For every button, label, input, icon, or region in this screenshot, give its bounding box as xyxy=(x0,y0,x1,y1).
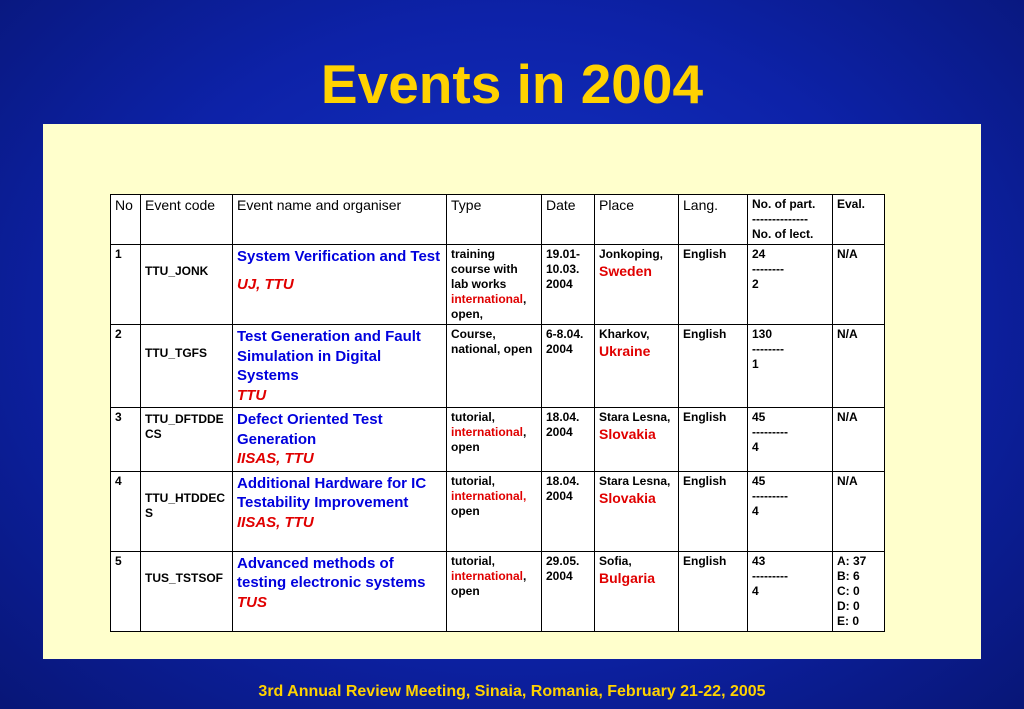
type-text: tutorial, xyxy=(451,553,495,568)
cell-eval xyxy=(833,551,885,631)
event-name: Test Generation and Fault Simulation in Digital Systems xyxy=(237,328,421,384)
cell-participants xyxy=(748,471,833,551)
event-code: TTU_TGFS xyxy=(145,346,207,360)
place-city: Kharkov, xyxy=(599,327,650,341)
type-text: training course with lab works xyxy=(451,247,518,291)
event-code: TTU_DFTDDECS xyxy=(145,412,224,441)
cell-participants xyxy=(748,245,833,325)
table-row xyxy=(111,471,885,551)
eval-grade-e: E: 0 xyxy=(837,613,860,628)
header-event-name: Event name and organiser xyxy=(233,195,447,245)
place-city: Jonkoping, xyxy=(599,247,663,261)
cell-lang: English xyxy=(679,471,748,551)
type-text: tutorial, xyxy=(451,410,495,424)
cell-name xyxy=(233,551,447,631)
cell-date: 19.01-10.03. 2004 xyxy=(542,245,595,325)
cell-eval: N/A xyxy=(833,325,885,408)
cell-no: 5 xyxy=(111,551,141,631)
cell-no: 1 xyxy=(111,245,141,325)
cell-no: 3 xyxy=(111,408,141,472)
type-suffix: , open, xyxy=(451,292,527,321)
event-code: TTU_JONK xyxy=(145,264,209,278)
cell-date: 29.05. 2004 xyxy=(542,551,595,631)
table-row xyxy=(111,408,885,472)
place-country: Ukraine xyxy=(599,343,651,359)
cell-place xyxy=(595,551,679,631)
event-name: Advanced methods of testing electronic systems xyxy=(237,554,426,591)
cell-lang: English xyxy=(679,408,748,472)
slide-footer: 3rd Annual Review Meeting, Sinaia, Romania, February 21-22, 2005 xyxy=(258,683,766,700)
place-country: Bulgaria xyxy=(599,569,656,586)
participants-separator: --------- xyxy=(752,425,788,439)
event-code: TUS_TSTSOF xyxy=(145,570,224,585)
place-city: Stara Lesna, xyxy=(599,473,671,488)
slide-title: Events in 2004 xyxy=(320,53,704,115)
event-organiser: TTU xyxy=(237,386,267,404)
cell-name xyxy=(233,408,447,472)
header-lang: Lang. xyxy=(679,195,748,245)
event-name: Additional Hardware for IC Testability Improvement xyxy=(237,474,427,511)
participants-count: 45 xyxy=(752,473,766,488)
cell-eval: N/A xyxy=(833,471,885,551)
type-international: international xyxy=(451,425,524,439)
cell-type xyxy=(447,408,542,472)
participants-count: 24 xyxy=(752,247,766,261)
type-international: international, xyxy=(451,488,527,503)
cell-date: 18.04. 2004 xyxy=(542,408,595,472)
cell-name xyxy=(233,245,447,325)
eval-grade-d: D: 0 xyxy=(837,598,860,613)
table-header-row xyxy=(111,195,885,245)
type-suffix: open xyxy=(451,503,480,518)
cell-no: 2 xyxy=(111,325,141,408)
place-city: Stara Lesna, xyxy=(599,410,671,424)
cell-lang: English xyxy=(679,325,748,408)
participants-count: 45 xyxy=(752,410,766,424)
header-date: Date xyxy=(542,195,595,245)
participants-separator: -------- xyxy=(752,342,784,356)
type-suffix: , open xyxy=(451,568,527,598)
cell-participants xyxy=(748,551,833,631)
place-country: Sweden xyxy=(599,263,652,279)
lecturers-count: 2 xyxy=(752,277,759,291)
cell-lang: English xyxy=(679,245,748,325)
cell-code xyxy=(141,325,233,408)
table-row xyxy=(111,551,885,631)
content-panel xyxy=(43,124,981,659)
lecturers-count: 1 xyxy=(752,357,759,371)
table-row xyxy=(111,245,885,325)
eval-grade-b: B: 6 xyxy=(837,568,860,583)
cell-code xyxy=(141,245,233,325)
cell-place xyxy=(595,471,679,551)
lecturers-count: 4 xyxy=(752,503,759,518)
cell-place xyxy=(595,408,679,472)
header-event-code: Event code xyxy=(141,195,233,245)
lecturers-count: 4 xyxy=(752,440,759,454)
type-international: international xyxy=(451,292,524,306)
cell-type xyxy=(447,325,542,408)
cell-code xyxy=(141,471,233,551)
table-row xyxy=(111,325,885,408)
cell-place xyxy=(595,245,679,325)
cell-lang: English xyxy=(679,551,748,631)
cell-code xyxy=(141,551,233,631)
participants-separator: --------- xyxy=(752,488,788,503)
participants-separator: -------- xyxy=(752,262,784,276)
cell-date: 6-8.04. 2004 xyxy=(542,325,595,408)
type-text: tutorial, xyxy=(451,473,495,488)
participants-separator: --------- xyxy=(752,568,788,583)
header-no: No xyxy=(111,195,141,245)
header-participants-line1: No. of part. xyxy=(752,197,816,211)
event-organiser: IISAS, TTU xyxy=(237,450,314,467)
events-table xyxy=(110,194,885,632)
cell-type xyxy=(447,471,542,551)
participants-count: 43 xyxy=(752,553,766,568)
event-name: Defect Oriented Test Generation xyxy=(237,411,383,448)
event-organiser: UJ, TTU xyxy=(237,275,294,293)
cell-code xyxy=(141,408,233,472)
cell-type xyxy=(447,551,542,631)
type-text: Course, national, open xyxy=(451,327,533,356)
cell-name xyxy=(233,471,447,551)
cell-name xyxy=(233,325,447,408)
event-organiser: TUS xyxy=(237,593,267,611)
place-country: Slovakia xyxy=(599,489,656,506)
cell-participants xyxy=(748,408,833,472)
header-eval: Eval. xyxy=(833,195,885,245)
cell-date: 18.04. 2004 xyxy=(542,471,595,551)
place-country: Slovakia xyxy=(599,426,656,442)
header-place: Place xyxy=(595,195,679,245)
cell-type xyxy=(447,245,542,325)
cell-eval: N/A xyxy=(833,408,885,472)
header-participants xyxy=(748,195,833,245)
lecturers-count: 4 xyxy=(752,583,759,598)
event-code: TTU_HTDDECS xyxy=(145,490,225,520)
cell-no: 4 xyxy=(111,471,141,551)
cell-participants xyxy=(748,325,833,408)
cell-eval: N/A xyxy=(833,245,885,325)
event-name: System Verification and Test xyxy=(237,248,441,265)
eval-grade-a: A: 37 xyxy=(837,553,867,568)
header-type: Type xyxy=(447,195,542,245)
header-participants-separator: -------------- xyxy=(752,212,808,226)
type-international: international xyxy=(451,568,524,583)
event-organiser: IISAS, TTU xyxy=(237,513,314,531)
eval-grade-c: C: 0 xyxy=(837,583,860,598)
cell-place xyxy=(595,325,679,408)
type-suffix: , open xyxy=(451,425,527,454)
participants-count: 130 xyxy=(752,327,773,341)
header-lecturers: No. of lect. xyxy=(752,227,814,241)
place-city: Sofia, xyxy=(599,553,632,568)
